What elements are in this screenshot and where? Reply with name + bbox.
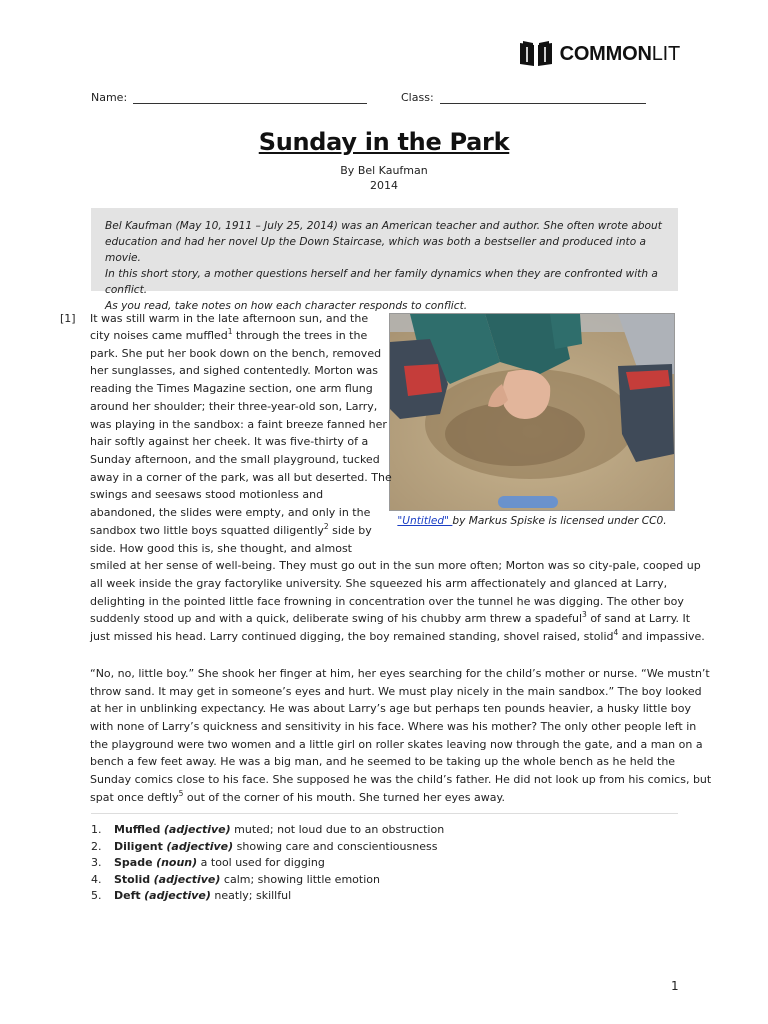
year: 2014 [370,179,398,192]
text-span: of sand at Larry. It [586,612,691,625]
class-field[interactable] [440,103,646,104]
footnote-number: 2. [91,839,102,853]
intro-line: education and had her novel Up the Down Staircase, which was both a bestseller and produced into a movie. [105,236,647,264]
text-line: away in a corner of the park, was all but deserted. The [90,471,392,484]
text-line: was playing in the sandbox: a faint breeze fanned her [90,418,387,431]
text-span: sandbox two little boys squatted diligently [90,524,324,537]
text-line: her sunglasses, and sighed contentedly. Morton was [90,364,378,377]
text-line [90,789,505,806]
footnote-pos: (adjective) [144,889,211,902]
text-line: the playground were two women and a little girl on roller skates leaving now through the gate, and a man on a [90,738,703,751]
text-line: hair softly against her cheek. It was five-thirty of a [90,435,369,448]
text-line: side. How good this is, she thought, and almost [90,542,352,555]
page-title: Sunday in the Park [258,128,510,156]
footnote-pos: (adjective) [153,872,221,886]
footnote-term: Diligent [114,839,163,853]
text-span: side by [328,524,372,537]
text-span: just missed his head. Larry continued digging, the boy remained standing, shovel raised, stolid [90,630,614,643]
byline [0,163,768,193]
text-line: with none of Larry’s quickness and sensitivity in his face. Where was his mother? The only other people left in [90,720,697,733]
footnote-term: Spade [114,856,153,869]
text-line: Sunday comics close to his face. She supposed he was the child’s father. He did not look up from his comics, but [90,773,712,786]
author: By Bel Kaufman [340,164,428,177]
footnote-number: 5. [91,889,102,902]
footnote-ref[interactable]: 3 [582,610,587,619]
intro-line: In this short story, a mother questions herself and her family dynamics when they are confronted with a conflict. [105,268,658,296]
footnote-separator [91,813,678,814]
footnote-ref[interactable]: 4 [613,628,619,637]
footnote-number: 1. [91,823,102,836]
intro-box [91,208,678,312]
class-label: Class: [401,91,434,104]
intro-line: Bel Kaufman (May 10, 1911 – July 25, 2014) was an American teacher and author. She often wrote about [105,220,662,232]
text-line: abandoned, the slides were empty, and only in the [90,506,371,519]
text-line [90,628,705,645]
text-line: reading the Times Magazine section, one arm flung [90,382,373,395]
text-line [90,327,367,344]
commonlit-logo [518,40,680,68]
caption-credit: by Markus Spiske is licensed under CC0. [452,515,667,527]
name-field[interactable] [133,103,367,104]
text-span: suddenly stood up and with a quick, deliberate swing of his chubby arm threw a spadeful [90,612,583,625]
paragraph-number: [1] [60,312,76,325]
text-line: It was still warm in the late afternoon sun, and the [90,312,369,325]
footnote-definition: neatly; skillful [210,889,292,902]
open-book-icon [518,40,554,68]
text-line: around her shoulder; their three-year-old son, Larry, [90,400,378,413]
footnote-pos: (adjective) [163,823,231,836]
text-line: swings and seesaws stood motionless and [90,488,324,501]
text-line: all week inside the gray factorylike university. She squeezed his arm affectionately and glanced at Larry, [90,577,668,590]
text-span: city noises came muffled [90,329,228,342]
footnote-definition: muted; not loud due to an obstruction [230,823,445,836]
footnote-ref[interactable]: 1 [227,327,233,336]
text-line: park. She put her book down on the bench, removed [90,347,382,360]
image-caption [389,515,675,527]
logo-lit: LIT [651,42,680,65]
footnote-definition: calm; showing little emotion [220,872,380,886]
logo-common: COMMON [559,42,652,65]
text-span: spat once deftly [90,791,179,804]
text-line [90,610,690,627]
page-number: 1 [671,979,679,993]
footnote-pos: (noun) [156,856,198,869]
text-line: bench a few feet away. He was a big man, and he seemed to be taking up the whole bench as he held the [90,755,676,768]
footnote-term: Deft [114,889,141,902]
text-line: Sunday afternoon, and the small playground, tucked [90,453,380,466]
text-line [90,522,372,539]
text-line: throw sand. It may get in someone’s eyes and hurt. We must play nicely in the main sandbox.” The boy looked [90,685,702,698]
footnote-term: Stolid [114,872,151,886]
caption-link[interactable]: "Untitled" [397,515,453,527]
text-line: “No, no, little boy.” She shook her finger at him, her eyes searching for the child’s mother or nurse. “We mustn’t [90,667,710,680]
logo-wordmark [560,43,680,66]
footnote-definition: a tool used for digging [197,856,325,869]
text-line: at her in unblinking expectancy. He was about Larry’s age but perhaps ten pounds heavier, a husky little boy [90,702,691,715]
footnote-definition: showing care and conscientiousness [233,839,438,853]
intro-line: As you read, take notes on how each character responds to conflict. [105,300,468,312]
footnote-term: Muffled [114,823,161,836]
footnote-ref[interactable]: 5 [178,789,184,798]
footnote-number: 3. [91,856,102,869]
text-span: through the trees in the [232,329,368,342]
footnote-ref[interactable]: 2 [323,522,329,531]
footnote-pos: (adjective) [166,839,234,853]
footnote-number: 4. [91,872,102,886]
text-line: smiled at her sense of well-being. They must go out in the sun more often; Morton was so city-pale, cooped up [90,559,701,572]
name-label: Name: [91,91,128,104]
sandbox-photo [389,313,675,511]
text-line: delighting in the pointed little face frowning in concentration over the tunnel he was digging. The other boy [90,595,684,608]
text-span: and impassive. [618,630,705,643]
text-span: out of the corner of his mouth. She turned her eyes away. [183,791,505,804]
